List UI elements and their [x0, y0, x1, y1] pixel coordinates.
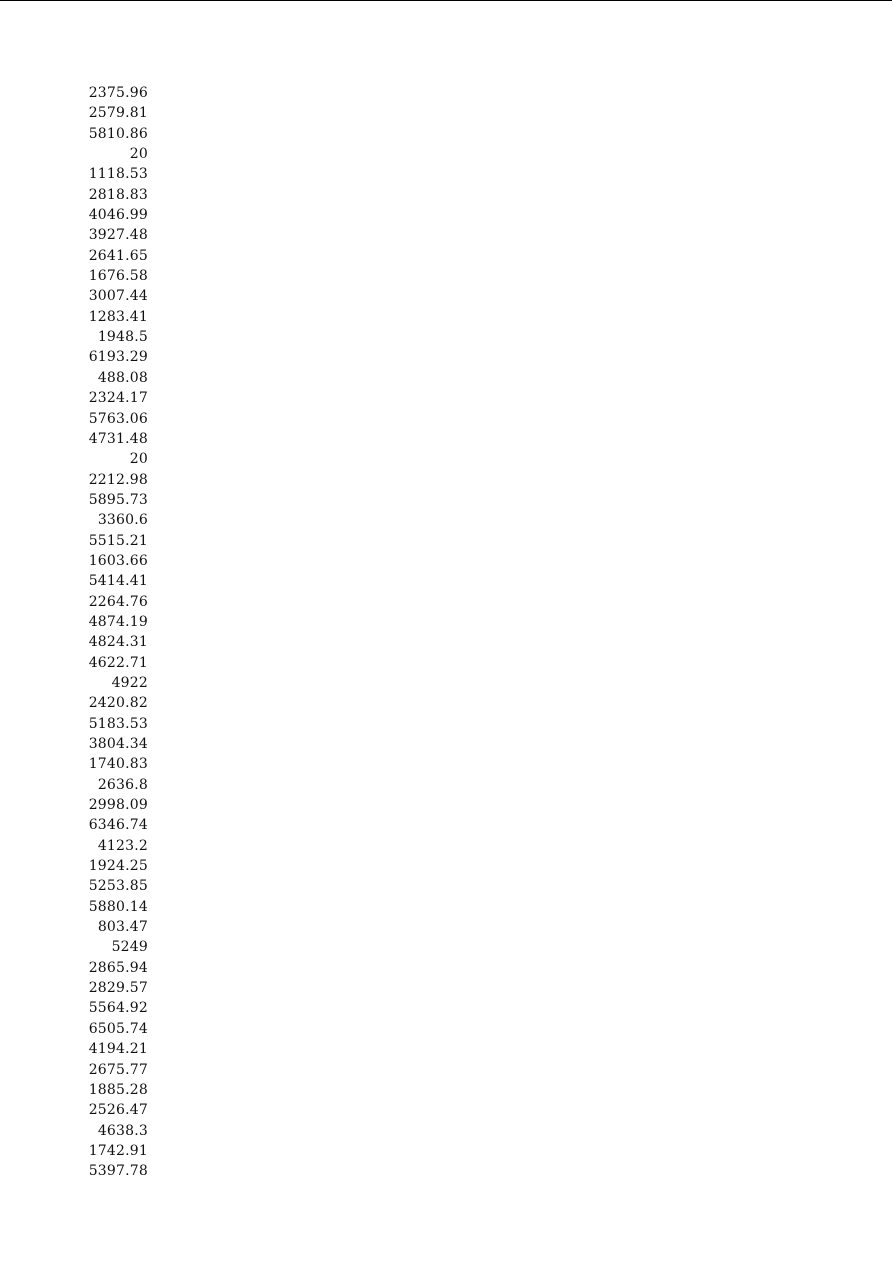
- value-cell: 20: [129, 451, 148, 468]
- value-cell: 4123.2: [97, 837, 148, 854]
- value-cell: 5763.06: [88, 410, 148, 427]
- value-cell: 2829.57: [88, 980, 148, 997]
- value-cell: 4922: [111, 674, 148, 691]
- value-cell: 2818.83: [88, 186, 148, 203]
- value-cell: 1676.58: [88, 268, 148, 285]
- value-cell: 2636.8: [97, 776, 148, 793]
- top-border-line: [0, 0, 892, 1]
- value-cell: 2641.65: [88, 247, 148, 264]
- value-cell: 2375.96: [88, 85, 148, 101]
- value-cell: 1924.25: [88, 858, 148, 875]
- value-cell: 2865.94: [88, 959, 148, 976]
- value-cell: 3360.6: [97, 512, 148, 529]
- value-column: [80, 83, 148, 1182]
- value-cell: 6346.74: [88, 817, 148, 834]
- value-cell: 4046.99: [88, 207, 148, 224]
- value-cell: 6505.74: [88, 1020, 148, 1037]
- value-cell: 5895.73: [88, 491, 148, 508]
- value-cell: 1948.5: [97, 329, 148, 346]
- value-cell: 3007.44: [88, 288, 148, 305]
- value-cell: 1118.53: [88, 166, 148, 183]
- value-cell: 3927.48: [88, 227, 148, 244]
- value-cell: 4824.31: [88, 634, 148, 651]
- value-cell: 2998.09: [88, 797, 148, 814]
- value-cell: 5515.21: [88, 532, 148, 549]
- value-cell: 1740.83: [88, 756, 148, 773]
- value-cell: 1742.91: [88, 1142, 148, 1159]
- value-cell: 5880.14: [88, 898, 148, 915]
- value-cell: 2264.76: [88, 593, 148, 610]
- value-cell: 20: [129, 146, 148, 163]
- value-cell: 4638.3: [97, 1122, 148, 1139]
- value-cell: 803.47: [97, 919, 148, 936]
- value-cell: 5249: [111, 939, 148, 956]
- value-cell: 4622.71: [88, 654, 148, 671]
- value-cell: 5564.92: [88, 1000, 148, 1017]
- value-cell: 4194.21: [88, 1041, 148, 1058]
- value-cell: 2212.98: [88, 471, 148, 488]
- value-cell: 5183.53: [88, 715, 148, 732]
- value-cell: 2420.82: [88, 695, 148, 712]
- value-cell: 2675.77: [88, 1061, 148, 1078]
- value-cell: 2324.17: [88, 390, 148, 407]
- value-cell: 1283.41: [88, 308, 148, 325]
- value-cell: 1603.66: [88, 552, 148, 569]
- value-cell: 1885.28: [88, 1081, 148, 1098]
- value-cell: 4731.48: [88, 430, 148, 447]
- value-cell: 5810.86: [88, 125, 148, 142]
- value-cell: 2579.81: [88, 105, 148, 122]
- value-cell: 5397.78: [88, 1163, 148, 1180]
- value-cell: 5414.41: [88, 573, 148, 590]
- value-cell: 4874.19: [88, 613, 148, 630]
- value-cell: 5253.85: [88, 878, 148, 895]
- value-cell: 2526.47: [88, 1102, 148, 1119]
- value-cell: 488.08: [97, 369, 148, 386]
- value-cell: 3804.34: [88, 736, 148, 752]
- value-cell: 6193.29: [88, 349, 148, 366]
